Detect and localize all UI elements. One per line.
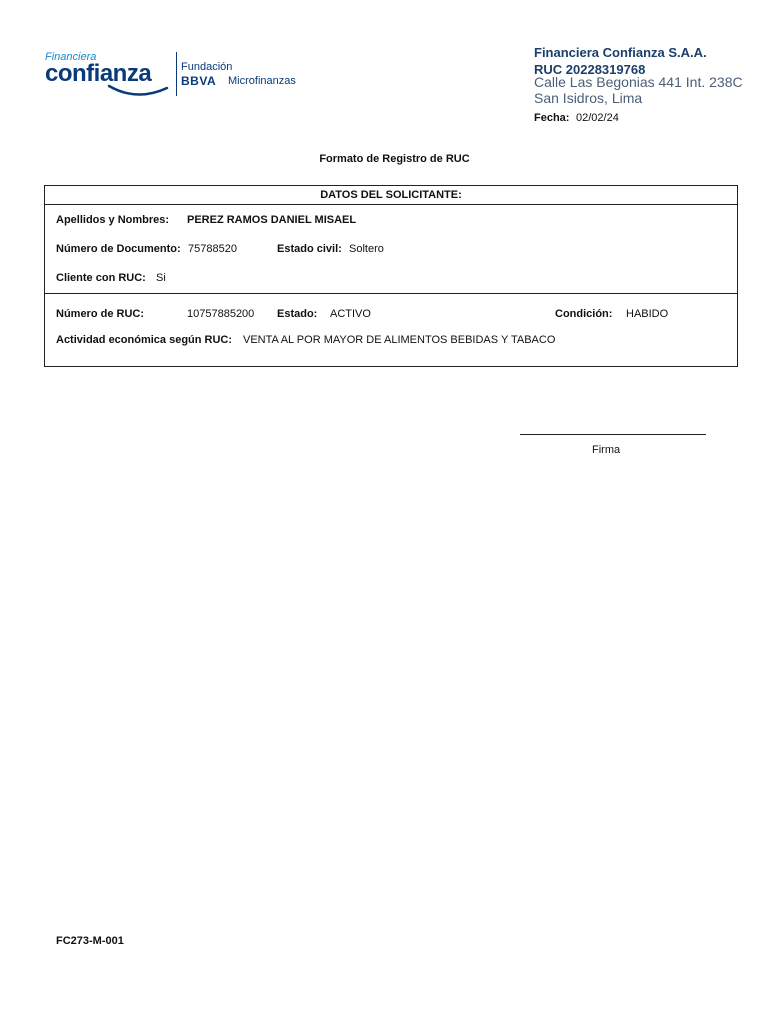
company-address-line2: San Isidros, Lima xyxy=(534,90,643,106)
ruc-estado-label: Estado: xyxy=(277,308,318,320)
client-ruc-value: Si xyxy=(156,272,166,284)
actividad-label: Actividad económica según RUC: xyxy=(56,334,233,346)
section-divider xyxy=(45,293,737,294)
name-value: PEREZ RAMOS DANIEL MISAEL xyxy=(187,214,357,226)
actividad-value: VENTA AL POR MAYOR DE ALIMENTOS BEBIDAS Y TABACO xyxy=(243,334,556,346)
ruc-number-value: 10757885200 xyxy=(187,308,255,320)
ruc-condicion-label: Condición: xyxy=(555,308,613,320)
company-address-line1: Calle Las Begonias 441 Int. 238C xyxy=(534,74,743,90)
fecha-label: Fecha: xyxy=(534,112,570,124)
document-number-value: 75788520 xyxy=(188,243,237,255)
logo-divider xyxy=(176,52,177,96)
ruc-estado-value: ACTIVO xyxy=(330,308,371,320)
signature-label: Firma xyxy=(592,444,621,456)
logo-confianza-text: confianza xyxy=(45,60,152,87)
civil-status-label: Estado civil: xyxy=(277,243,342,255)
signature-line xyxy=(520,434,706,435)
document-number-label: Número de Documento: xyxy=(56,243,181,255)
applicant-data-box xyxy=(44,185,738,367)
form-code: FC273-M-001 xyxy=(56,935,124,947)
logo-financiera-text: Financiera xyxy=(45,51,97,63)
logo-microfinanzas-text: Microfinanzas xyxy=(228,75,296,87)
company-logo xyxy=(45,48,315,102)
civil-status-value: Soltero xyxy=(349,243,384,255)
company-name: Financiera Confianza S.A.A. xyxy=(534,45,707,60)
document-title: Formato de Registro de RUC xyxy=(319,153,470,165)
client-ruc-label: Cliente con RUC: xyxy=(56,272,146,284)
section-title: DATOS DEL SOLICITANTE: xyxy=(45,186,737,205)
logo-fundacion-text: Fundación xyxy=(181,61,233,73)
logo-swoosh-icon xyxy=(107,84,169,98)
ruc-number-label: Número de RUC: xyxy=(56,308,145,320)
logo-bbva-text: BBVA xyxy=(181,74,217,88)
name-label: Apellidos y Nombres: xyxy=(56,214,170,226)
company-ruc: RUC 20228319768 xyxy=(534,62,646,77)
fecha-value: 02/02/24 xyxy=(576,112,619,124)
ruc-condicion-value: HABIDO xyxy=(626,308,669,320)
